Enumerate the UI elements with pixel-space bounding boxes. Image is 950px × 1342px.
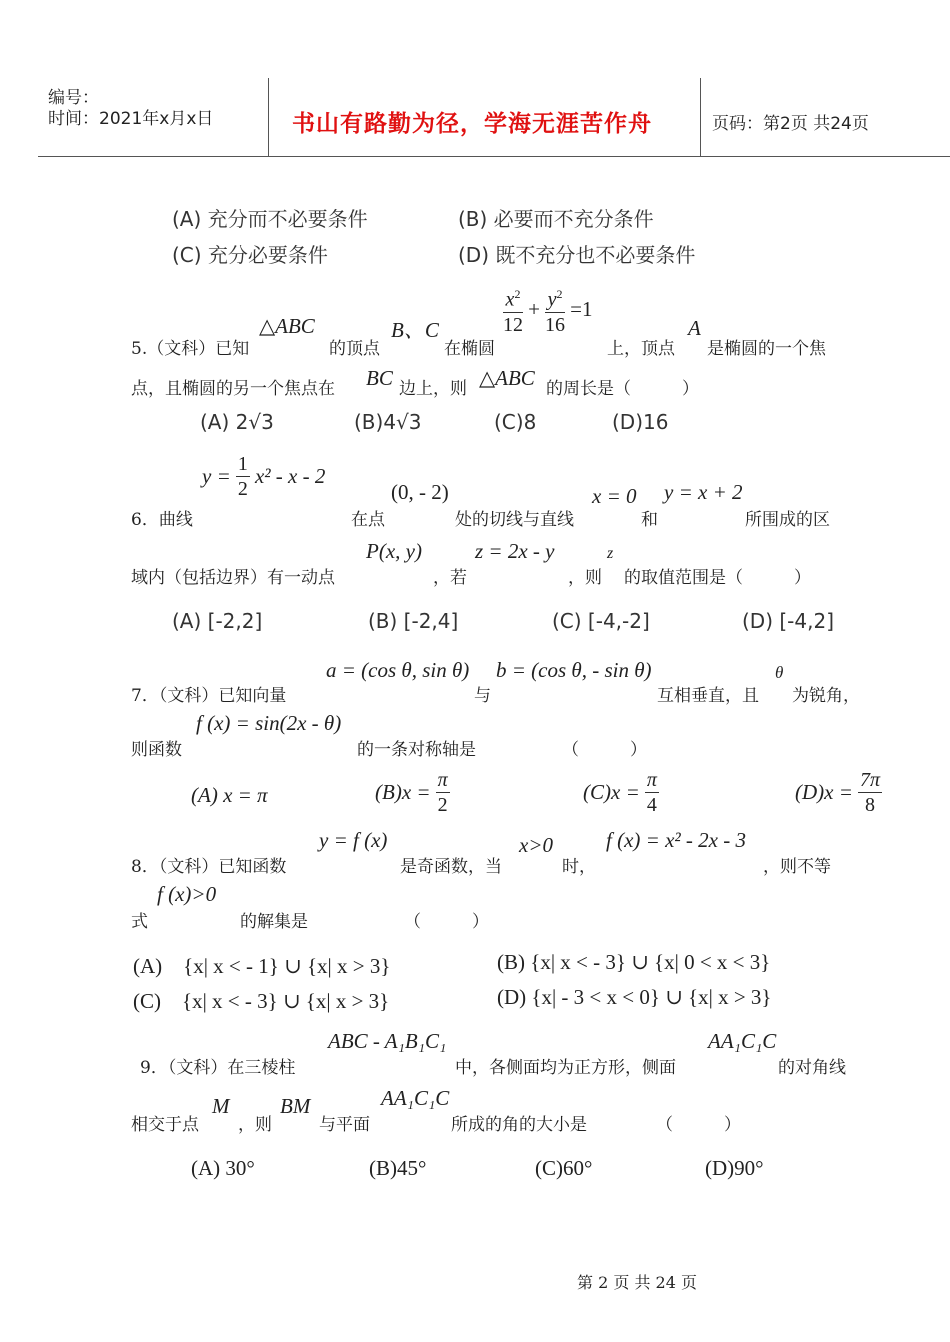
q6-text-8: ，则 bbox=[568, 568, 602, 588]
q6-text-1: 6．曲线 bbox=[131, 510, 193, 530]
q5-option-d: (D)16 bbox=[612, 410, 669, 434]
q7-text-1: 7．（文科）已知向量 bbox=[131, 686, 287, 706]
q5-text-3: 在椭圆 bbox=[444, 339, 495, 359]
q9-bm: BM bbox=[280, 1094, 311, 1118]
q8-text-2: 是奇函数，当 bbox=[400, 857, 502, 877]
q9-face: AA₁C₁C bbox=[708, 1029, 777, 1053]
header-rule bbox=[38, 156, 950, 157]
q9-point-m: M bbox=[212, 1094, 230, 1118]
page-footer: 第 2 页 共 24 页 bbox=[577, 1273, 697, 1292]
q9-text-6: 与平面 bbox=[319, 1115, 370, 1135]
q7-text-4: 为锐角， bbox=[792, 686, 860, 706]
q6-z-def: z = 2x - y bbox=[475, 539, 555, 563]
q9-text-5: ，则 bbox=[238, 1115, 272, 1135]
q8-text-6: 的解集是 bbox=[240, 912, 308, 932]
header-divider-right bbox=[700, 78, 701, 156]
q6-option-b: (B) [-2,4] bbox=[368, 609, 459, 633]
q7-function: f (x) = sin(2x - θ) bbox=[196, 711, 342, 735]
q9-text-1: 9．（文科）在三棱柱 bbox=[140, 1058, 296, 1078]
q7-vector-a: a = (cos θ, sin θ) bbox=[326, 658, 470, 682]
q5-text-6: 点，且椭圆的另一个焦点在 bbox=[131, 379, 335, 399]
q5-option-a: (A) 2√3 bbox=[200, 410, 274, 434]
q6-line-yx2: y = x + 2 bbox=[664, 480, 743, 504]
q7-option-d: (D)x = $\frac{7\pi}{8}$ bbox=[795, 769, 881, 816]
q9-text-8: （ ） bbox=[656, 1115, 741, 1135]
q9-option-d: (D)90° bbox=[705, 1156, 764, 1180]
q4-option-d: (D) 既不充分也不必要条件 bbox=[458, 243, 696, 267]
q9-option-a: (A) 30° bbox=[191, 1156, 255, 1180]
q7-theta: θ bbox=[775, 663, 784, 682]
q4-option-a: (A) 充分而不必要条件 bbox=[172, 207, 368, 231]
header-divider-left bbox=[268, 78, 269, 156]
q5-bc: B、C bbox=[391, 318, 439, 342]
q8-text-5: 式 bbox=[131, 912, 148, 932]
q8-option-d: (D) {x| - 3 < x < 0} ∪ {x| x > 3} bbox=[497, 985, 772, 1009]
q7-option-a: (A) x = π bbox=[191, 783, 268, 807]
q6-text-2: 在点 bbox=[351, 510, 385, 530]
q5-option-c: (C)8 bbox=[494, 410, 537, 434]
q8-condition: x>0 bbox=[519, 833, 553, 857]
q5-text-7: 边上，则 bbox=[399, 379, 467, 399]
q9-text-4: 相交于点 bbox=[131, 1115, 199, 1135]
q6-point: (0, - 2) bbox=[391, 480, 449, 504]
q6-option-a: (A) [-2,2] bbox=[172, 609, 263, 633]
q9-option-b: (B)45° bbox=[369, 1156, 427, 1180]
q9-prism: ABC - A₁B₁C₁ bbox=[328, 1029, 447, 1053]
q5-triangle-2: △ABC bbox=[479, 366, 535, 390]
q7-text-3: 互相垂直，且 bbox=[657, 686, 759, 706]
q5-text-1: 5.（文科）已知 bbox=[131, 339, 250, 359]
q5-vertex-a: A bbox=[688, 316, 701, 340]
q5-text-4: 上，顶点 bbox=[607, 339, 675, 359]
q5-frac-y: $\frac{y^2}{16}$ bbox=[545, 282, 565, 337]
q8-function: y = f (x) bbox=[319, 828, 388, 852]
q7-text-2: 与 bbox=[474, 686, 491, 706]
q6-text-4: 和 bbox=[641, 510, 658, 530]
q8-definition: f (x) = x² - 2x - 3 bbox=[606, 828, 746, 852]
date-label: 时间：2021年x月x日 bbox=[48, 109, 214, 129]
serial-label: 编号： bbox=[48, 88, 99, 108]
q7-text-6: 的一条对称轴是 bbox=[357, 740, 476, 760]
q4-option-b: (B) 必要而不充分条件 bbox=[458, 207, 654, 231]
q7-option-c: (C)x = $\frac{\pi}{4}$ bbox=[583, 769, 657, 816]
q8-text-4: ，则不等 bbox=[763, 857, 831, 877]
q8-option-c: (C) {x| x < - 3} ∪ {x| x > 3} bbox=[133, 989, 390, 1013]
q6-option-c: (C) [-4,-2] bbox=[552, 609, 650, 633]
q5-option-b: (B)4√3 bbox=[354, 410, 422, 434]
q6-line-x0: x = 0 bbox=[592, 484, 637, 508]
q7-text-5: 则函数 bbox=[131, 740, 182, 760]
q5-text-8: 的周长是（ ） bbox=[546, 379, 699, 399]
q5-text-5: 是椭圆的一个焦 bbox=[707, 339, 826, 359]
q6-text-9: 的取值范围是（ ） bbox=[624, 568, 811, 588]
q5-ellipse: $\frac{x^2}{12}$ + $\frac{y^2}{16}$ =1 bbox=[503, 282, 592, 337]
q6-text-5: 所围成的区 bbox=[745, 510, 830, 530]
q7-vector-b: b = (cos θ, - sin θ) bbox=[496, 658, 652, 682]
q7-option-b: (B)x = $\frac{\pi}{2}$ bbox=[375, 769, 448, 816]
q9-face-2: AA₁C₁C bbox=[381, 1086, 450, 1110]
q8-text-7: （ ） bbox=[404, 912, 489, 932]
q6-curve: y = $\frac{1}{2}$ x² - x - 2 bbox=[202, 453, 326, 500]
q4-option-c: (C) 充分必要条件 bbox=[172, 243, 328, 267]
q8-text-1: 8．（文科）已知函数 bbox=[131, 857, 287, 877]
q9-option-c: (C)60° bbox=[535, 1156, 593, 1180]
q9-text-2: 中，各侧面均为正方形，侧面 bbox=[455, 1058, 676, 1078]
q5-triangle: △ABC bbox=[259, 314, 315, 338]
q8-text-3: 时， bbox=[562, 857, 596, 877]
q6-text-3: 处的切线与直线 bbox=[455, 510, 574, 530]
q5-bc-seg: BC bbox=[366, 366, 393, 390]
q9-text-7: 所成的角的大小是 bbox=[451, 1115, 587, 1135]
q5-text-2: 的顶点 bbox=[329, 339, 380, 359]
q8-option-b: (B) {x| x < - 3} ∪ {x| 0 < x < 3} bbox=[497, 950, 771, 974]
q6-text-6: 域内（包括边界）有一动点 bbox=[131, 568, 335, 588]
q9-text-3: 的对角线 bbox=[778, 1058, 846, 1078]
q5-frac-x: $\frac{x^2}{12}$ bbox=[503, 282, 523, 337]
header-motto: 书山有路勤为径，学海无涯苦作舟 bbox=[292, 110, 652, 137]
q6-z-var: z bbox=[607, 545, 614, 562]
q7-text-7: （ ） bbox=[562, 740, 647, 760]
q6-text-7: ，若 bbox=[433, 568, 467, 588]
q6-point-p: P(x, y) bbox=[366, 539, 422, 563]
q8-option-a: (A) {x| x < - 1} ∪ {x| x > 3} bbox=[133, 954, 391, 978]
q6-option-d: (D) [-4,2] bbox=[742, 609, 834, 633]
page-label: 页码：第2页 共24页 bbox=[712, 114, 869, 134]
q8-inequality: f (x)>0 bbox=[157, 882, 217, 906]
